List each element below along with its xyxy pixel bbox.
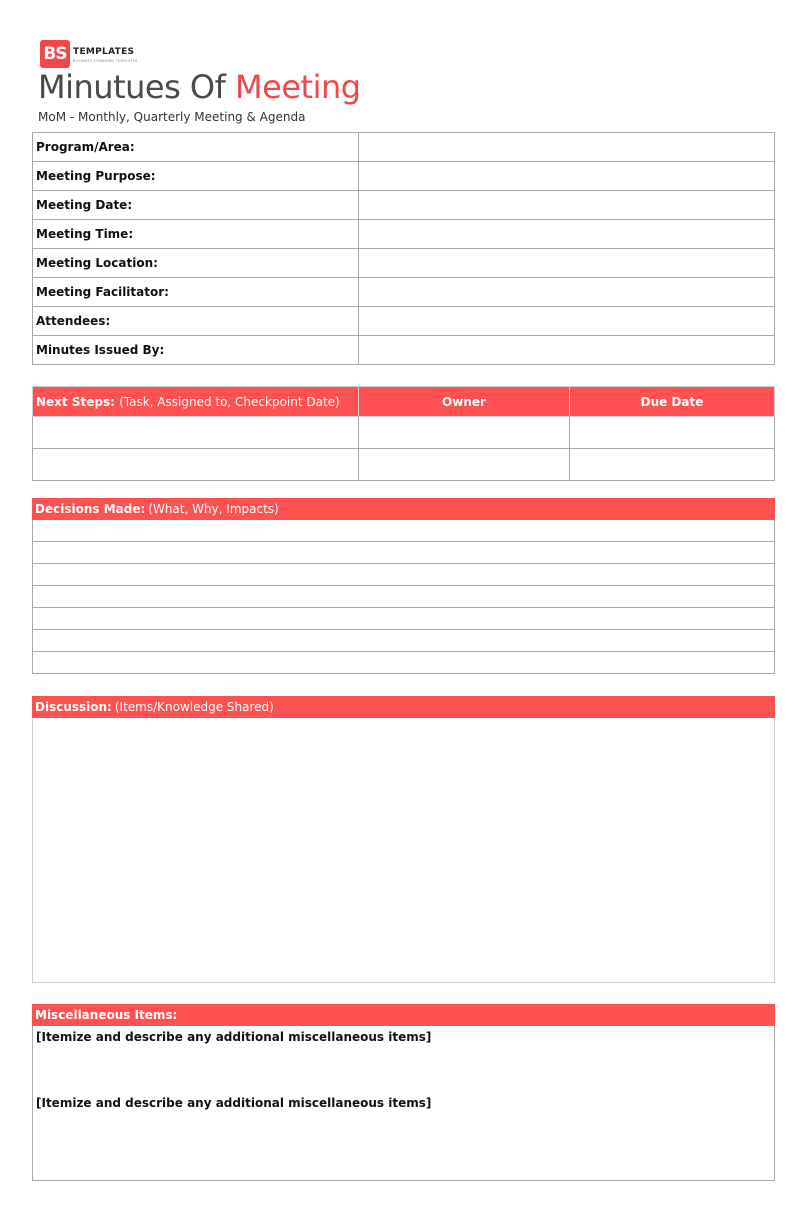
decision-row[interactable] — [33, 541, 774, 563]
info-label: Meeting Location: — [33, 249, 359, 278]
task-cell[interactable] — [33, 417, 359, 449]
table-row — [33, 417, 775, 449]
next-steps-label: Next Steps: — [36, 394, 115, 409]
info-value-field[interactable] — [359, 220, 775, 249]
discussion-label: Discussion: — [35, 700, 112, 714]
task-cell[interactable] — [33, 449, 359, 481]
next-steps-table — [32, 386, 775, 481]
meeting-info-table — [32, 132, 775, 365]
logo-name: TEMPLATES — [73, 47, 135, 57]
decision-row[interactable] — [33, 629, 774, 651]
next-steps-note: (Task, Assigned to, Checkpoint Date) — [119, 394, 340, 409]
decision-row[interactable] — [33, 585, 774, 607]
title-part-2: Meeting — [235, 68, 361, 106]
info-value-field[interactable] — [359, 249, 775, 278]
decisions-rows — [32, 520, 775, 674]
misc-area[interactable] — [32, 1026, 775, 1181]
info-row-program — [33, 133, 775, 162]
info-row-facilitator — [33, 278, 775, 307]
decisions-label: Decisions Made: — [35, 502, 146, 516]
logo-tagline: BUSINESS STANDARD TEMPLATES — [73, 59, 138, 63]
next-steps-header-due-date: Due Date — [570, 387, 775, 417]
misc-item-line: [Itemize and describe any additional miscellaneous items] — [36, 1030, 432, 1044]
info-value-field[interactable] — [359, 133, 775, 162]
decisions-header — [32, 498, 775, 520]
decision-row[interactable] — [33, 607, 774, 629]
next-steps-header — [33, 387, 775, 417]
info-row-issued-by — [33, 336, 775, 365]
owner-cell[interactable] — [359, 417, 570, 449]
due-date-cell[interactable] — [570, 449, 775, 481]
info-row-date — [33, 191, 775, 220]
title-part-1: Minutues Of — [38, 68, 226, 106]
misc-label: Miscellaneous Items: — [35, 1008, 178, 1022]
info-row-attendees — [33, 307, 775, 336]
decision-row[interactable] — [33, 520, 774, 541]
table-row — [33, 449, 775, 481]
info-row-purpose — [33, 162, 775, 191]
info-label: Program/Area: — [33, 133, 359, 162]
next-steps-header-owner: Owner — [359, 387, 570, 417]
due-date-cell[interactable] — [570, 417, 775, 449]
next-steps-header-task — [33, 387, 359, 417]
info-value-field[interactable] — [359, 191, 775, 220]
misc-header — [32, 1004, 775, 1026]
discussion-header — [32, 696, 775, 718]
info-label: Meeting Time: — [33, 220, 359, 249]
info-row-time — [33, 220, 775, 249]
info-label: Attendees: — [33, 307, 359, 336]
info-value-field[interactable] — [359, 162, 775, 191]
decisions-note: (What, Why, Impacts) — [148, 502, 279, 516]
decision-row[interactable] — [33, 651, 774, 673]
decision-row[interactable] — [33, 563, 774, 585]
info-row-location — [33, 249, 775, 278]
page-title — [38, 68, 361, 106]
info-label: Minutes Issued By: — [33, 336, 359, 365]
page-subtitle: MoM - Monthly, Quarterly Meeting & Agenda — [38, 110, 306, 124]
logo-mark: BS — [40, 40, 70, 68]
info-label: Meeting Purpose: — [33, 162, 359, 191]
info-value-field[interactable] — [359, 278, 775, 307]
misc-item-line: [Itemize and describe any additional miscellaneous items] — [36, 1096, 432, 1110]
info-label: Meeting Facilitator: — [33, 278, 359, 307]
discussion-note: (Items/Knowledge Shared) — [114, 700, 274, 714]
info-value-field[interactable] — [359, 307, 775, 336]
info-label: Meeting Date: — [33, 191, 359, 220]
discussion-area[interactable] — [32, 718, 775, 983]
info-value-field[interactable] — [359, 336, 775, 365]
owner-cell[interactable] — [359, 449, 570, 481]
